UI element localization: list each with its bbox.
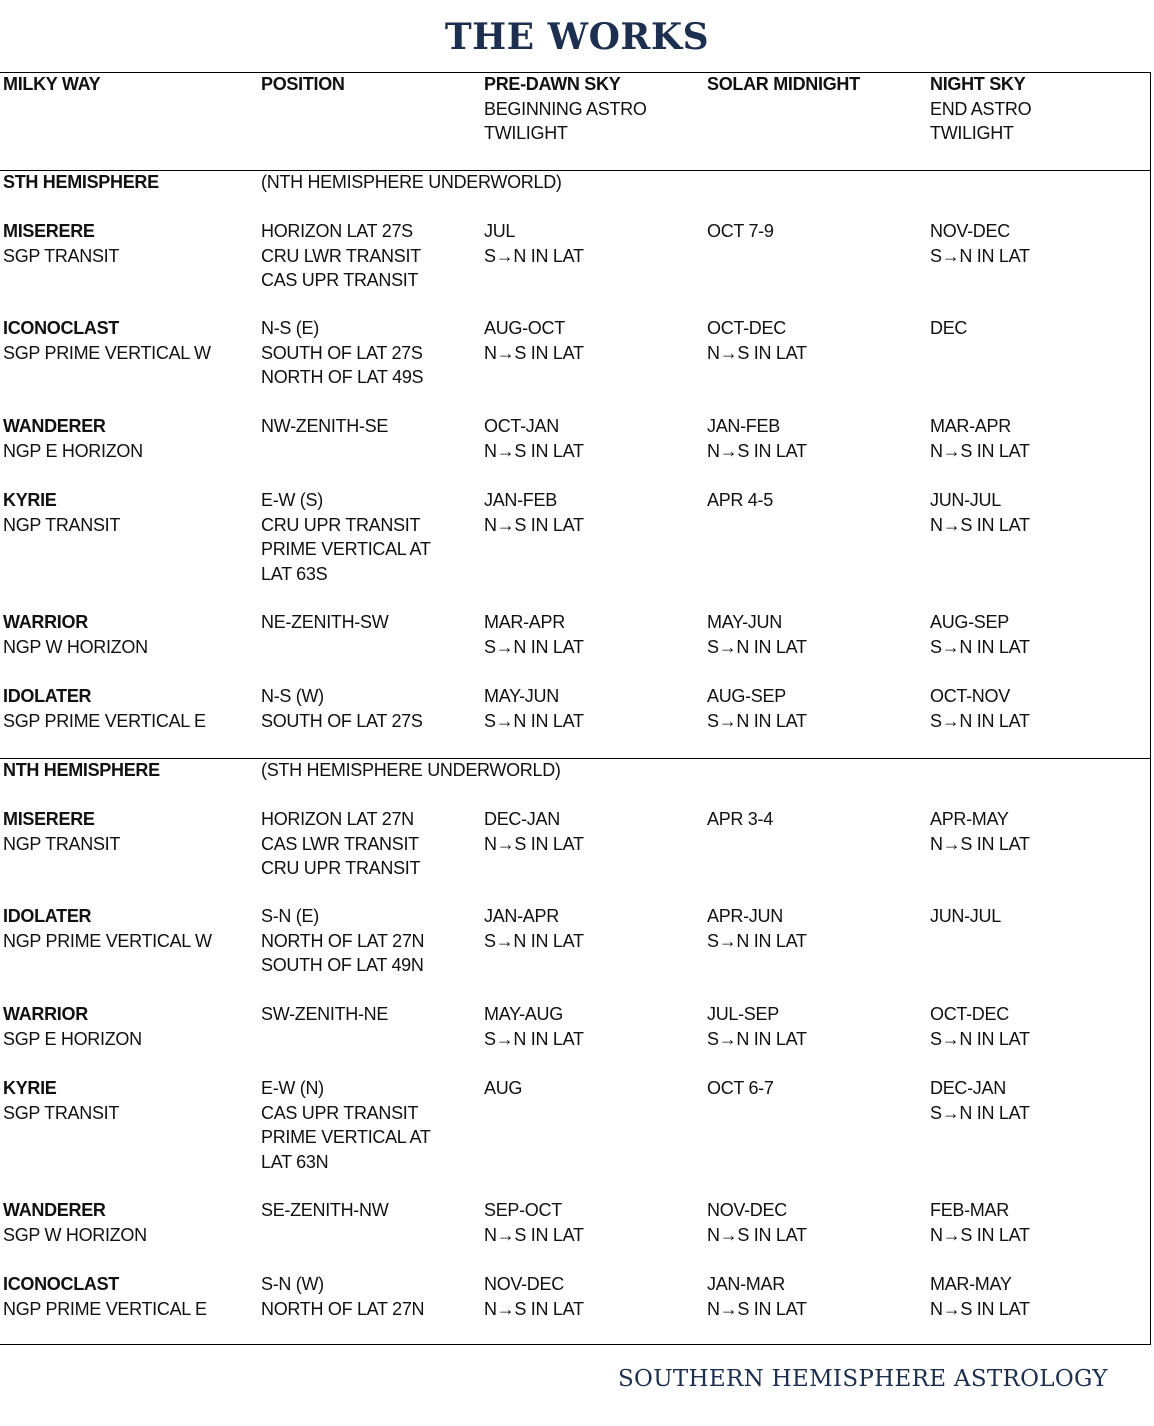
row-position [261, 1272, 424, 1321]
row-solar-midnight [707, 807, 773, 832]
row-night-sky [930, 684, 1030, 733]
row-milky-way-line: NGP PRIME VERTICAL W [3, 930, 212, 951]
row-night-sky [930, 904, 1001, 929]
row-milky-way [3, 1198, 147, 1247]
section-label-line: STH HEMISPHERE [3, 172, 159, 192]
row-position [261, 684, 423, 733]
row-milky-way-line: SGP TRANSIT [3, 245, 120, 266]
row-pre-dawn-line: N→S IN LAT [484, 342, 584, 363]
row-position [261, 219, 421, 293]
row-pre-dawn-line: N→S IN LAT [484, 1298, 584, 1319]
row-position [261, 807, 420, 881]
row-solar-midnight-line: N→S IN LAT [707, 440, 807, 461]
section-note-line: (NTH HEMISPHERE UNDERWORLD) [261, 172, 562, 192]
row-solar-midnight [707, 684, 807, 733]
row-night-sky-line: N→S IN LAT [930, 514, 1030, 535]
row-night-sky [930, 807, 1030, 856]
row-milky-way-line: WANDERER [3, 1200, 106, 1220]
row-milky-way-line: KYRIE [3, 1078, 57, 1098]
row-position-line: HORIZON LAT 27S [261, 221, 413, 241]
row-pre-dawn-line: OCT-JAN [484, 416, 559, 436]
row-pre-dawn-line: S→N IN LAT [484, 930, 584, 951]
row-pre-dawn [484, 904, 584, 953]
row-solar-midnight-line: OCT 7-9 [707, 221, 774, 241]
row-night-sky-line: DEC [930, 318, 968, 338]
col-solar-midnight-header [707, 72, 860, 97]
row-position-line: CAS UPR TRANSIT [261, 270, 419, 290]
row-milky-way [3, 684, 206, 733]
row-position-line: N-S (E) [261, 318, 319, 338]
row-position-line: PRIME VERTICAL AT [261, 1127, 431, 1147]
row-pre-dawn-line: MAR-APR [484, 612, 565, 632]
row-milky-way-line: NGP TRANSIT [3, 833, 121, 854]
row-solar-midnight-line: AUG-SEP [707, 686, 786, 706]
col-pre-dawn-header-line: TWILIGHT [484, 123, 568, 143]
row-night-sky-line: FEB-MAR [930, 1200, 1009, 1220]
col-milky-way-header [3, 72, 100, 97]
row-solar-midnight [707, 219, 774, 244]
row-milky-way-line: MISERERE [3, 809, 95, 829]
row-position-line: SOUTH OF LAT 49N [261, 955, 424, 975]
row-position [261, 1076, 431, 1174]
row-night-sky [930, 1198, 1030, 1247]
row-pre-dawn [484, 219, 584, 268]
row-position-line: SOUTH OF LAT 27S [261, 710, 423, 731]
row-position-line: N-S (W) [261, 686, 324, 706]
row-position-line: CAS UPR TRANSIT [261, 1102, 419, 1123]
row-milky-way-line: ICONOCLAST [3, 318, 119, 338]
row-pre-dawn-line: SEP-OCT [484, 1200, 562, 1220]
col-pre-dawn-header-line: BEGINNING ASTRO [484, 98, 647, 119]
col-milky-way-header-line: MILKY WAY [3, 74, 101, 94]
row-night-sky [930, 1076, 1030, 1125]
row-pre-dawn [484, 1002, 584, 1051]
row-night-sky-line: N→S IN LAT [930, 1224, 1030, 1245]
section-divider [0, 758, 1151, 759]
row-solar-midnight-line: OCT 6-7 [707, 1078, 774, 1098]
row-pre-dawn [484, 807, 584, 856]
row-position-line: SOUTH OF LAT 27S [261, 342, 423, 363]
row-night-sky [930, 1272, 1030, 1321]
row-pre-dawn-line: S→N IN LAT [484, 710, 584, 731]
row-solar-midnight [707, 1272, 807, 1321]
row-position-line: NORTH OF LAT 27N [261, 1298, 425, 1319]
row-milky-way-line: SGP E HORIZON [3, 1028, 142, 1049]
row-milky-way-line: ICONOCLAST [3, 1274, 119, 1294]
row-pre-dawn-line: N→S IN LAT [484, 440, 584, 461]
row-pre-dawn [484, 1076, 522, 1101]
col-pre-dawn-header [484, 72, 647, 146]
row-position-line: NE-ZENITH-SW [261, 612, 389, 632]
section-label [3, 758, 160, 783]
row-position [261, 904, 424, 978]
row-night-sky [930, 1002, 1030, 1051]
row-position-line: E-W (N) [261, 1078, 324, 1098]
col-night-sky-header-line: TWILIGHT [930, 123, 1014, 143]
row-pre-dawn-line: JUL [484, 221, 516, 241]
row-solar-midnight-line: S→N IN LAT [707, 636, 807, 657]
row-position-line: E-W (S) [261, 490, 323, 510]
row-position-line: LAT 63N [261, 1151, 329, 1172]
row-position [261, 1002, 388, 1027]
row-position [261, 610, 388, 635]
row-position [261, 316, 423, 390]
row-milky-way [3, 807, 120, 856]
row-position-line: CAS LWR TRANSIT [261, 833, 419, 854]
row-pre-dawn-line: AUG [484, 1078, 523, 1098]
section-note [261, 758, 561, 783]
row-pre-dawn-line: S→N IN LAT [484, 245, 584, 266]
row-pre-dawn-line: N→S IN LAT [484, 833, 584, 854]
row-pre-dawn-line: MAY-JUN [484, 686, 559, 706]
row-pre-dawn [484, 1272, 584, 1321]
row-milky-way-line: SGP TRANSIT [3, 1102, 120, 1123]
header-divider [0, 170, 1151, 171]
row-milky-way [3, 488, 120, 537]
row-position-line: SW-ZENITH-NE [261, 1004, 389, 1024]
row-milky-way-line: WANDERER [3, 416, 106, 436]
row-milky-way-line: KYRIE [3, 490, 57, 510]
row-solar-midnight-line: N→S IN LAT [707, 342, 807, 363]
row-pre-dawn-line: N→S IN LAT [484, 514, 584, 535]
row-position [261, 414, 388, 439]
row-night-sky-line: AUG-SEP [930, 612, 1009, 632]
row-pre-dawn-line: NOV-DEC [484, 1274, 564, 1294]
row-milky-way-line: NGP PRIME VERTICAL E [3, 1298, 207, 1319]
row-solar-midnight-line: S→N IN LAT [707, 1028, 807, 1049]
col-night-sky-header [930, 72, 1031, 146]
row-position-line: NW-ZENITH-SE [261, 416, 389, 436]
row-solar-midnight [707, 316, 807, 365]
row-night-sky-line: JUN-JUL [930, 490, 1001, 510]
row-solar-midnight-line: JAN-FEB [707, 416, 780, 436]
row-solar-midnight-line: JAN-MAR [707, 1274, 785, 1294]
row-position-line: HORIZON LAT 27N [261, 809, 414, 829]
row-night-sky-line: S→N IN LAT [930, 710, 1030, 731]
row-solar-midnight-line: APR-JUN [707, 906, 783, 926]
col-position-header [261, 72, 345, 97]
section-label [3, 170, 159, 195]
row-solar-midnight [707, 414, 807, 463]
row-night-sky-line: OCT-DEC [930, 1004, 1009, 1024]
row-pre-dawn-line: AUG-OCT [484, 318, 565, 338]
row-night-sky [930, 219, 1030, 268]
row-milky-way [3, 219, 119, 268]
row-pre-dawn [484, 1198, 584, 1247]
row-solar-midnight [707, 610, 807, 659]
row-solar-midnight-line: S→N IN LAT [707, 930, 807, 951]
row-solar-midnight-line: N→S IN LAT [707, 1298, 807, 1319]
row-milky-way-line: SGP W HORIZON [3, 1224, 147, 1245]
row-solar-midnight-line: NOV-DEC [707, 1200, 787, 1220]
row-milky-way-line: MISERERE [3, 221, 95, 241]
row-position [261, 488, 431, 586]
row-night-sky-line: S→N IN LAT [930, 636, 1030, 657]
row-milky-way-line: NGP E HORIZON [3, 440, 143, 461]
row-solar-midnight-line: S→N IN LAT [707, 710, 807, 731]
row-milky-way [3, 1272, 207, 1321]
col-solar-midnight-header-line: SOLAR MIDNIGHT [707, 74, 860, 94]
row-position-line: SE-ZENITH-NW [261, 1200, 389, 1220]
footer-brand: SOUTHERN HEMISPHERE ASTROLOGY [618, 1366, 1108, 1392]
row-pre-dawn [484, 684, 584, 733]
row-position-line: NORTH OF LAT 27N [261, 930, 425, 951]
row-milky-way-line: NGP W HORIZON [3, 636, 148, 657]
row-solar-midnight [707, 904, 807, 953]
row-pre-dawn-line: JAN-APR [484, 906, 559, 926]
row-pre-dawn-line: DEC-JAN [484, 809, 560, 829]
row-milky-way-line: SGP PRIME VERTICAL W [3, 342, 211, 363]
row-position-line: LAT 63S [261, 563, 328, 584]
row-solar-midnight-line: N→S IN LAT [707, 1224, 807, 1245]
row-solar-midnight-line: JUL-SEP [707, 1004, 779, 1024]
row-position-line: S-N (E) [261, 906, 319, 926]
row-position-line: CRU UPR TRANSIT [261, 858, 421, 878]
row-night-sky-line: JUN-JUL [930, 906, 1001, 926]
row-night-sky-line: DEC-JAN [930, 1078, 1006, 1098]
row-pre-dawn-line: S→N IN LAT [484, 1028, 584, 1049]
row-night-sky [930, 414, 1030, 463]
row-milky-way [3, 1002, 142, 1051]
col-night-sky-header-line: END ASTRO [930, 98, 1032, 119]
row-position-line: CRU UPR TRANSIT [261, 514, 421, 535]
row-pre-dawn-line: N→S IN LAT [484, 1224, 584, 1245]
row-night-sky-line: N→S IN LAT [930, 440, 1030, 461]
row-night-sky [930, 488, 1030, 537]
row-milky-way [3, 1076, 119, 1125]
row-milky-way-line: NGP TRANSIT [3, 514, 121, 535]
row-solar-midnight-line: APR 3-4 [707, 809, 773, 829]
section-note [261, 170, 562, 195]
row-solar-midnight-line: MAY-JUN [707, 612, 782, 632]
row-milky-way-line: IDOLATER [3, 906, 92, 926]
row-night-sky-line: S→N IN LAT [930, 1102, 1030, 1123]
row-milky-way [3, 414, 143, 463]
row-night-sky-line: N→S IN LAT [930, 833, 1030, 854]
row-milky-way-line: SGP PRIME VERTICAL E [3, 710, 206, 731]
row-night-sky-line: N→S IN LAT [930, 1298, 1030, 1319]
row-night-sky-line: APR-MAY [930, 809, 1009, 829]
col-pre-dawn-header-line: PRE-DAWN SKY [484, 74, 621, 94]
row-pre-dawn-line: JAN-FEB [484, 490, 557, 510]
row-milky-way [3, 610, 148, 659]
row-solar-midnight-line: OCT-DEC [707, 318, 786, 338]
row-position-line: CRU LWR TRANSIT [261, 245, 421, 266]
row-night-sky [930, 610, 1030, 659]
row-milky-way-line: WARRIOR [3, 1004, 88, 1024]
section-note-line: (STH HEMISPHERE UNDERWORLD) [261, 760, 561, 780]
row-pre-dawn [484, 414, 584, 463]
row-position-line: S-N (W) [261, 1274, 324, 1294]
row-milky-way [3, 316, 211, 365]
row-solar-midnight [707, 1076, 774, 1101]
row-night-sky-line: NOV-DEC [930, 221, 1010, 241]
row-pre-dawn [484, 610, 584, 659]
page-title: THE WORKS [444, 16, 710, 58]
row-pre-dawn [484, 316, 584, 365]
row-pre-dawn-line: S→N IN LAT [484, 636, 584, 657]
col-position-header-line: POSITION [261, 74, 345, 94]
col-night-sky-header-line: NIGHT SKY [930, 74, 1026, 94]
row-milky-way-line: WARRIOR [3, 612, 88, 632]
row-position-line: NORTH OF LAT 49S [261, 367, 424, 387]
row-solar-midnight [707, 1002, 807, 1051]
row-position [261, 1198, 388, 1223]
row-night-sky-line: S→N IN LAT [930, 1028, 1030, 1049]
row-solar-midnight-line: APR 4-5 [707, 490, 773, 510]
row-pre-dawn [484, 488, 584, 537]
row-solar-midnight [707, 1198, 807, 1247]
row-milky-way [3, 904, 212, 953]
section-label-line: NTH HEMISPHERE [3, 760, 160, 780]
row-night-sky [930, 316, 967, 341]
row-milky-way-line: IDOLATER [3, 686, 92, 706]
row-solar-midnight [707, 488, 773, 513]
row-position-line: PRIME VERTICAL AT [261, 539, 431, 559]
row-night-sky-line: S→N IN LAT [930, 245, 1030, 266]
row-night-sky-line: OCT-NOV [930, 686, 1010, 706]
row-night-sky-line: MAR-APR [930, 416, 1011, 436]
row-pre-dawn-line: MAY-AUG [484, 1004, 563, 1024]
row-night-sky-line: MAR-MAY [930, 1274, 1012, 1294]
